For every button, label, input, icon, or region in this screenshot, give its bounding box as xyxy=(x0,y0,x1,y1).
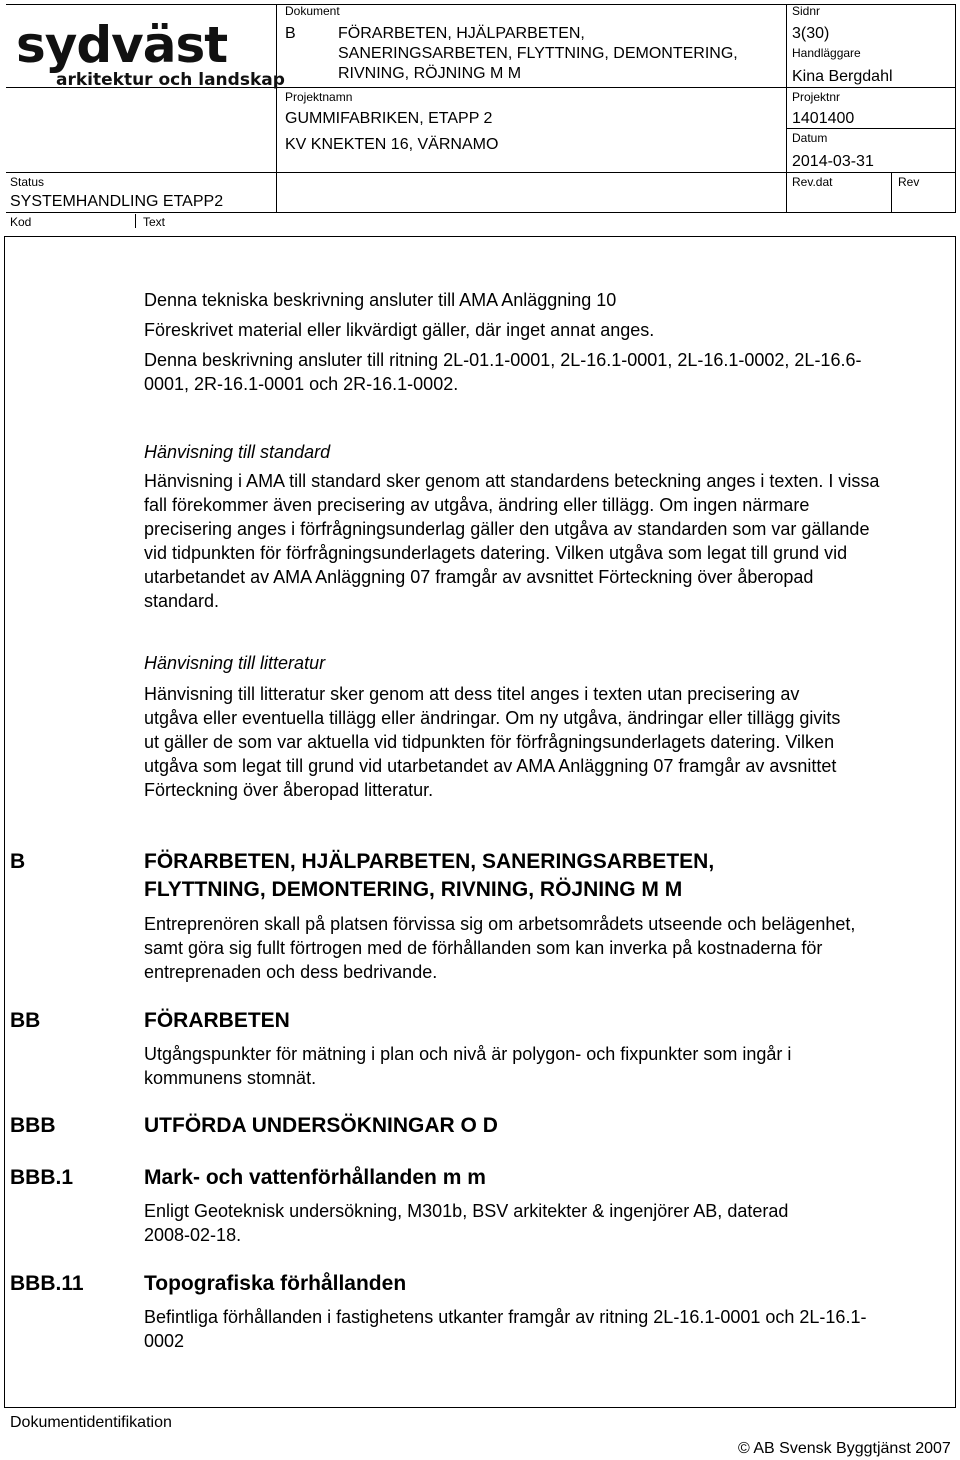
section-text-b: Entreprenören skall på platsen förvissa sig om arbetsområdets utseende och belägenhet, samt göra sig fullt förtrogen med de förhållanden som kan inverka på kostnaderna för entreprenaden och dess bedrivande. xyxy=(144,914,856,982)
intro-line-material: Föreskrivet material eller likvärdigt gäller, där inget annat anges. xyxy=(144,320,655,340)
footer-copyright: © AB Svensk Byggtjänst 2007 xyxy=(738,1440,951,1457)
section-title-bbb-11: Topografiska förhållanden xyxy=(144,1272,407,1295)
rev-label: Rev xyxy=(898,175,920,189)
datum-label: Datum xyxy=(792,131,828,145)
revdat-label: Rev.dat xyxy=(792,175,833,189)
dokument-code: B xyxy=(285,25,296,42)
dokument-title-line-3: RIVNING, RÖJNING M M xyxy=(338,65,522,82)
text-label: Text xyxy=(143,215,166,229)
dokument-title-line-2: SANERINGSARBETEN, FLYTTNING, DEMONTERING, xyxy=(338,45,738,62)
section-code-bb: BB xyxy=(10,1009,41,1032)
kod-label: Kod xyxy=(10,215,32,229)
company-logo xyxy=(16,16,285,90)
header-line-status-bottom xyxy=(6,212,956,213)
header-line-doc-bottom xyxy=(276,87,786,88)
status-label: Status xyxy=(10,175,45,189)
section-title-bbb: UTFÖRDA UNDERSÖKNINGAR O D xyxy=(144,1114,498,1137)
section-text-bbb-11: Befintliga förhållanden i fastighetens utkanter framgår av ritning 2L-16.1-0001 och 2L-16.1-0002 xyxy=(144,1307,867,1351)
projektnamn-line-2: KV KNEKTEN 16, VÄRNAMO xyxy=(285,136,499,153)
sidnr-value: 3(30) xyxy=(792,25,830,42)
projektnamn-line-1: GUMMIFABRIKEN, ETAPP 2 xyxy=(285,110,493,127)
section-title-b: FÖRARBETEN, HJÄLPARBETEN, SANERINGSARBETEN, FLYTTNING, DEMONTERING, RIVNING, RÖJNING M M xyxy=(144,850,715,901)
header-divider-rev xyxy=(891,172,892,212)
projektnamn-label: Projektnamn xyxy=(285,90,353,104)
section-text-bbb-1: Enligt Geoteknisk undersökning, M301b, BSV arkitekter & ingenjörer AB, daterad 2008-02-18. xyxy=(144,1201,789,1245)
intro-line-ritning: Denna beskrivning ansluter till ritning 2L-01.1-0001, 2L-16.1-0001, 2L-16.1-0002, 2L-16.6-0001, 2R-16.1-0001 och 2R-16.1-0002. xyxy=(144,350,862,394)
sidnr-label: Sidnr xyxy=(792,4,821,18)
litteratur-heading: Hänvisning till litteratur xyxy=(144,653,326,673)
section-text-bb: Utgångspunkter för mätning i plan och nivå är polygon- och fixpunkter som ingår i kommunens stomnät. xyxy=(144,1044,792,1088)
handlaggare-label: Handläggare xyxy=(792,46,861,60)
projektnr-label: Projektnr xyxy=(792,90,841,104)
projektnr-value: 1401400 xyxy=(792,110,855,127)
intro-line-ama: Denna tekniska beskrivning ansluter till AMA Anläggning 10 xyxy=(144,290,617,310)
logo-wordmark: sydväst xyxy=(16,16,228,74)
standard-text: Hänvisning i AMA till standard sker genom att standardens beteckning anges i texten. I vissa fall förekommer även precisering av utgåva, ändring eller tillägg. Om ingen närmare precisering anges i förfrågningsunderlag gäller den utgåva av standarden som var gällande vid tidpunkten för förfrågningsunderlagets datering. Vilken utgåva som legat till grund vid utarbetandet av AMA Anläggning 07 framgår av avsnittet Förteckning över åberopad standard. xyxy=(144,471,880,611)
footer-doc-id-label: Dokumentidentifikation xyxy=(10,1414,172,1431)
dokument-title-line-1: FÖRARBETEN, HJÄLPARBETEN, xyxy=(338,25,585,42)
datum-value: 2014-03-31 xyxy=(792,153,874,170)
kod-text-divider xyxy=(135,214,136,228)
header-right-border xyxy=(955,4,956,212)
section-code-b: B xyxy=(10,850,26,873)
dokument-label: Dokument xyxy=(285,4,340,18)
section-code-bbb: BBB xyxy=(10,1114,56,1137)
logo-tagline: arkitektur och landskap xyxy=(56,70,285,90)
section-title-bbb-1: Mark- och vattenförhållanden m m xyxy=(144,1166,486,1189)
litteratur-text: Hänvisning till litteratur sker genom att dess titel anges i texten utan precisering av utgåva eller eventuella tillägg eller ändringar. Om ny utgåva, ändringar eller tillägg givits ut gäller de som var aktuella vid tidpunkten för förfrågningsunderlagets datering. Vilken utgåva som legat till grund vid utarbetandet av AMA Anläggning 07 framgår av avsnittet Förteckning över åberopad litteratur. xyxy=(144,684,841,800)
status-value: SYSTEMHANDLING ETAPP2 xyxy=(10,193,224,210)
section-code-bbb-1: BBB.1 xyxy=(10,1166,74,1189)
header-divider-right xyxy=(786,4,787,212)
handlaggare-value: Kina Bergdahl xyxy=(792,68,893,85)
header-line-handl-bottom xyxy=(786,87,956,88)
standard-heading: Hänvisning till standard xyxy=(144,442,331,462)
header-line-status-top xyxy=(6,172,956,173)
section-code-bbb-11: BBB.11 xyxy=(10,1272,84,1295)
section-title-bb: FÖRARBETEN xyxy=(144,1009,290,1032)
